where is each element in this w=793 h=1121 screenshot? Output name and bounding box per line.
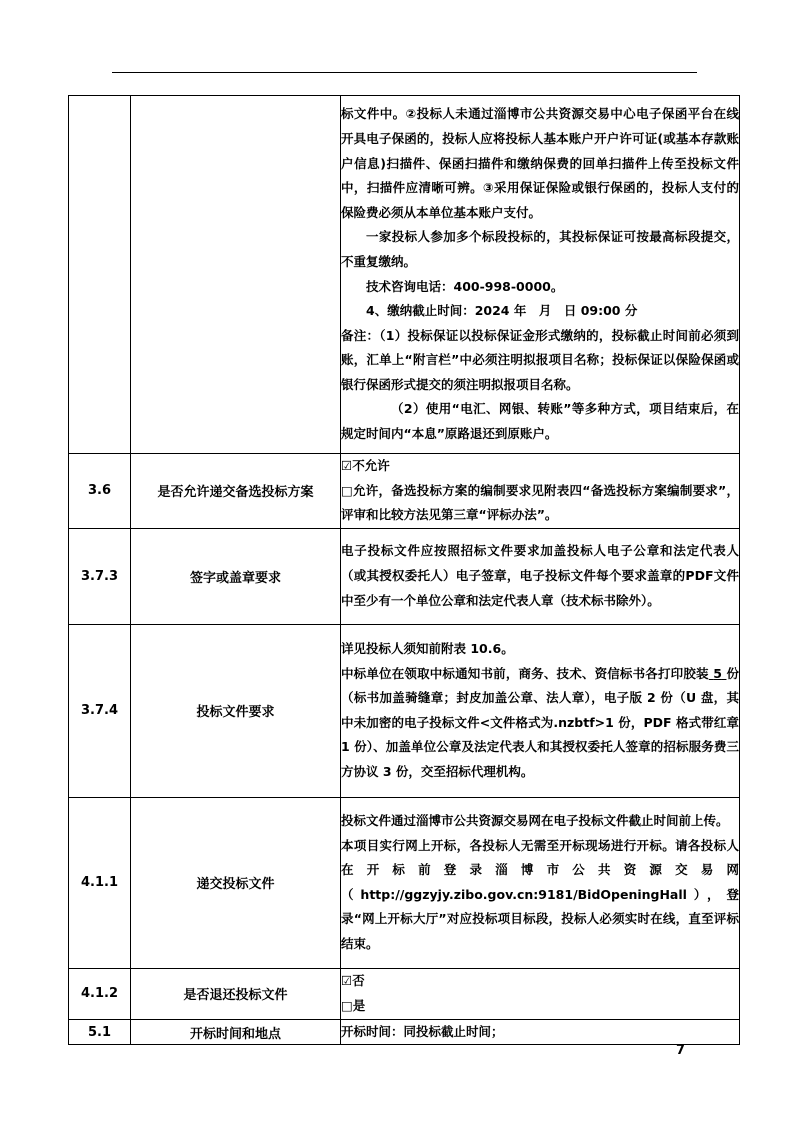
clause-content	[341, 797, 740, 968]
clause-content	[341, 624, 740, 797]
clause-number: 4.1.2	[69, 968, 131, 1019]
clause-content	[341, 454, 740, 529]
checkbox-option: □允许，备选投标方案的编制要求见附表四“备选投标方案编制要求”，评审和比较方法见第三章“评标办法”。	[341, 482, 739, 523]
clause-item: 开标时间和地点	[131, 1019, 341, 1045]
checkbox-option-checked: ☑否	[341, 973, 365, 989]
clause-item: 是否退还投标文件	[131, 968, 341, 1019]
content-line: （2）使用“电汇、网银、转账”等多种方式，项目结束后，在规定时间内“本息”原路退还到原账户。	[341, 401, 739, 442]
table-row	[69, 1019, 740, 1045]
clause-content	[341, 528, 740, 624]
table-row	[69, 797, 740, 968]
clause-content	[341, 96, 740, 454]
bid-instructions-table	[68, 95, 740, 1045]
content-line	[341, 662, 739, 785]
clause-number: 3.7.3	[69, 528, 131, 624]
clause-item: 是否允许递交备选投标方案	[131, 454, 341, 529]
content-text: 中标单位在领取中标通知书前，商务、技术、资信标书各打印胶装	[341, 665, 709, 681]
content-line: 详见投标人须知前附表 10.6。	[341, 641, 514, 656]
page-number: 7	[676, 1043, 686, 1058]
content-text: 份（标书加盖骑缝章；封皮加盖公章、法人章），电子版 2 份（U 盘，其中未加密的电子投标文件<文件格式为.nzbtf>1 份，PDF 格式带红章 1 份）、加盖单位公章及法定代表人和其授权委托人签章的招标服务费三方协议 3 份，交至招标代理机构。	[341, 665, 739, 779]
table-row	[69, 968, 740, 1019]
table-row	[69, 528, 740, 624]
content-line: 投标文件通过淄博市公共资源交易网在电子投标文件截止时间前上传。	[341, 813, 729, 828]
clause-item: 签字或盖章要求	[131, 528, 341, 624]
checkbox-option-checked: ☑不允许	[341, 458, 390, 473]
clause-item: 投标文件要求	[131, 624, 341, 797]
content-line: 4、缴纳截止时间：2024 年 月 日 09:00 分	[366, 303, 638, 319]
content-line: 一家投标人参加多个标段投标的，其投标保证可按最高标段提交，不重复缴纳。	[341, 229, 739, 269]
clause-number	[69, 96, 131, 454]
checkbox-option: □是	[341, 997, 366, 1013]
content-line: 电子投标文件应按照招标文件要求加盖投标人电子公章和法定代表人（或其授权委托人）电子签章，电子投标文件每个要求盖章的PDF文件中至少有一个单位公章和法定代表人章（技术标书除外）。	[341, 543, 739, 608]
copies-count	[709, 666, 727, 681]
table-row	[69, 96, 740, 454]
content-line: 备注：（1）投标保证以投标保证金形式缴纳的，投标截止时间前必须到账，汇单上“附言栏”中必须注明拟报项目名称；投标保证以保险保函或银行保函形式提交的须注明拟报项目名称。	[341, 327, 739, 392]
content-line: 开标时间：同投标截止时间；	[341, 1023, 504, 1039]
clause-item	[131, 96, 341, 454]
copies-count-value: 5	[713, 665, 722, 681]
clause-number: 5.1	[69, 1019, 131, 1045]
table-row	[69, 624, 740, 797]
clause-number: 4.1.1	[69, 797, 131, 968]
content-line: 技术咨询电话：400-998-0000。	[366, 278, 564, 294]
clause-content	[341, 968, 740, 1019]
clause-content	[341, 1019, 740, 1045]
clause-number: 3.6	[69, 454, 131, 529]
content-line: 本项目实行网上开标，各投标人无需至开标现场进行开标。请各投标人在开标前登录淄博市公共资源交易网（http://ggzyjy.zibo.gov.cn:9181/BidOpeningHall），登录“网上开标大厅”对应投标项目标段，投标人必须实时在线，直至评标结束。	[341, 837, 739, 951]
clause-number: 3.7.4	[69, 624, 131, 797]
content-line: 标文件中。②投标人未通过淄博市公共资源交易中心电子保函平台在线开具电子保函的，投标人应将投标人基本账户开户许可证(或基本存款账户信息)扫描件、保函扫描件和缴纳保费的回单扫描件上传至投标文件中，扫描件应清晰可辨。③采用保证保险或银行保函的，投标人支付的保险费必须从本单位基本账户支付。	[341, 106, 739, 220]
clause-item: 递交投标文件	[131, 797, 341, 968]
table-row	[69, 454, 740, 529]
header-rule	[112, 72, 697, 73]
